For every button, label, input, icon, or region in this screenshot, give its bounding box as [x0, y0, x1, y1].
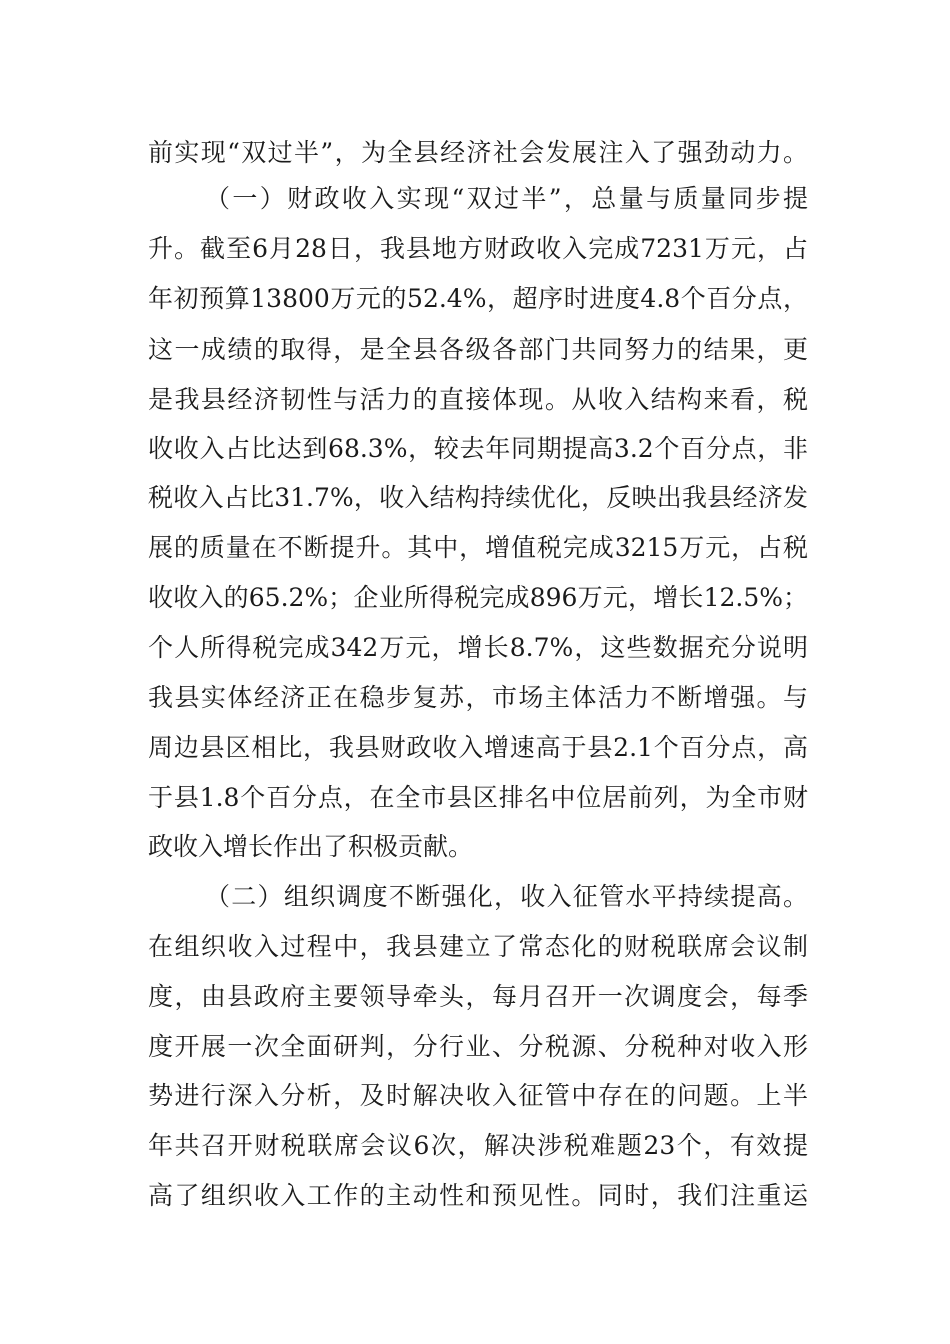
text-line: 收收入的65.2%；企业所得税完成896万元，增长12.5%； — [148, 583, 808, 612]
text-line: 展的质量在不断提升。其中，增值税完成3215万元，占税 — [148, 533, 808, 562]
text-line: 年共召开财税联席会议6次，解决涉税难题23个，有效提 — [148, 1131, 808, 1160]
text-line: 升。截至6月28日，我县地方财政收入完成7231万元，占 — [148, 234, 808, 263]
text-line: 在组织收入过程中，我县建立了常态化的财税联席会议制 — [148, 932, 808, 961]
text-line: 个人所得税完成342万元，增长8.7%，这些数据充分说明 — [148, 633, 808, 662]
text-line: 收收入占比达到68.3%，较去年同期提高3.2个百分点，非 — [148, 434, 808, 463]
text-line: 度，由县政府主要领导牵头，每月召开一次调度会，每季 — [148, 982, 808, 1011]
text-line: 政收入增长作出了积极贡献。 — [148, 832, 474, 861]
text-line: 税收入占比31.7%，收入结构持续优化，反映出我县经济发 — [148, 483, 808, 512]
text-line: 周边县区相比，我县财政收入增速高于县2.1个百分点，高 — [148, 733, 808, 762]
text-line: 高了组织收入工作的主动性和预见性。同时，我们注重运 — [148, 1181, 808, 1210]
text-line: 是我县经济韧性与活力的直接体现。从收入结构来看，税 — [148, 385, 808, 414]
text-line: 度开展一次全面研判，分行业、分税源、分税种对收入形 — [148, 1032, 808, 1061]
section-heading-1: （一）财政收入实现“双过半”，总量与质量同步提 — [205, 184, 808, 213]
text-line: 于县1.8个百分点，在全市县区排名中位居前列，为全市财 — [148, 783, 808, 812]
text-line: 前实现“双过半”，为全县经济社会发展注入了强劲动力。 — [148, 138, 808, 167]
text-line: 势进行深入分析，及时解决收入征管中存在的问题。上半 — [148, 1081, 808, 1110]
text-line: 我县实体经济正在稳步复苏，市场主体活力不断增强。与 — [148, 683, 808, 712]
text-line: 这一成绩的取得，是全县各级各部门共同努力的结果，更 — [148, 335, 808, 364]
section-heading-2: （二）组织调度不断强化，收入征管水平持续提高。 — [205, 882, 808, 911]
text-line: 年初预算13800万元的52.4%，超序时进度4.8个百分点， — [148, 284, 808, 313]
